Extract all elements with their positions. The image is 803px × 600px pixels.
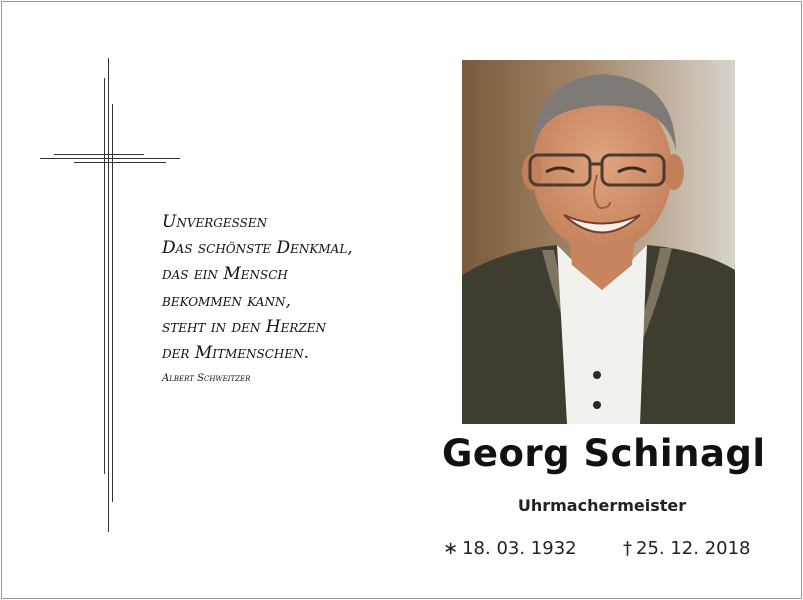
portrait-photo — [462, 60, 735, 424]
deceased-profession: Uhrmachermeister — [517, 496, 687, 515]
death-date-group — [623, 538, 751, 559]
quote-line: das ein Mensch — [162, 264, 288, 285]
birth-symbol-icon: ∗ — [443, 538, 459, 559]
cross-graphic — [38, 58, 182, 532]
cross-symbol-icon: † — [623, 538, 632, 559]
obituary-card — [1, 1, 802, 599]
death-date: 25. 12. 2018 — [636, 538, 751, 559]
quote-line: Das schönste Denkmal, — [162, 238, 353, 259]
quote-author: Albert Schweitzer — [162, 373, 251, 385]
quote-line: Unvergessen — [162, 212, 268, 232]
birth-date: 18. 03. 1932 — [462, 538, 577, 559]
birth-date-group — [443, 538, 577, 559]
quote-line: steht in den Herzen — [162, 316, 327, 337]
quote-line: der Mitmenschen. — [162, 343, 310, 364]
memorial-quote — [162, 209, 353, 386]
deceased-name: Georg Schinagl — [442, 432, 766, 475]
quote-line: bekommen kann, — [162, 290, 291, 311]
